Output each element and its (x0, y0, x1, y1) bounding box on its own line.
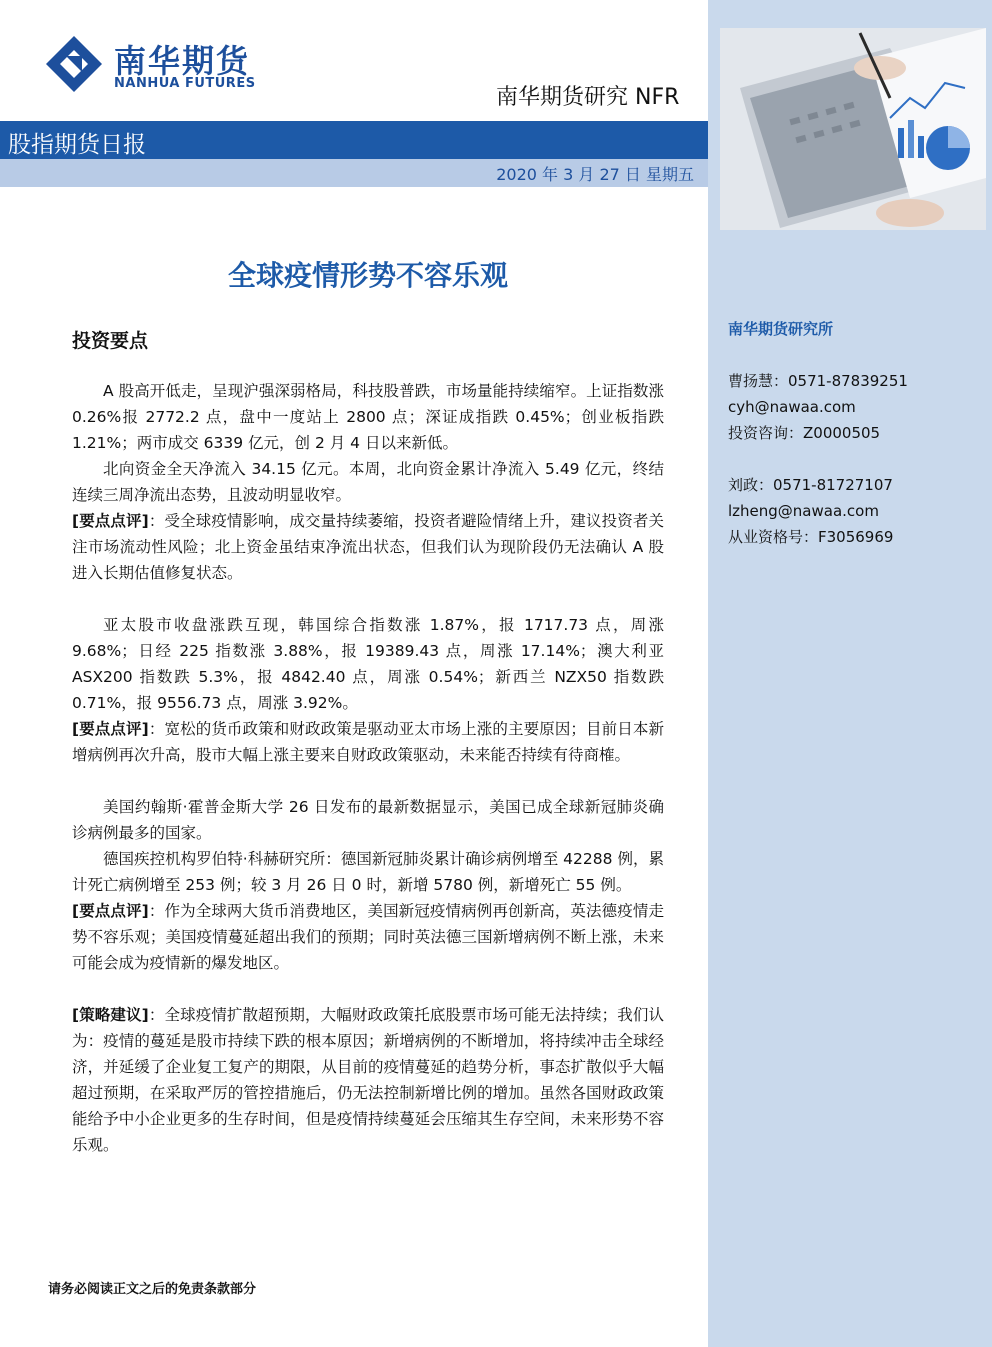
page-title: 全球疫情形势不容乐观 (227, 259, 508, 292)
header-photo (720, 28, 986, 230)
research-label: 南华期货研究 NFR (496, 85, 680, 110)
spacer (72, 586, 664, 612)
paragraph-strategy (72, 1002, 664, 1158)
paragraph-market-summary: A 股高开低走，呈现沪强深弱格局，科技股普跌，市场量能持续缩窄。上证指数涨 0.26%报 2772.2 点，盘中一度站上 2800 点；深证成指跌 0.45%；创业板指跌 1.21%；两市成交 6339 亿元，创 2 月 4 日以来新低。 (72, 382, 664, 452)
analyst-1-phone: 曹扬慧：0571-87839251 (728, 372, 908, 390)
report-body (72, 378, 664, 1158)
paragraph-asia-pacific: 亚太股市收盘涨跌互现，韩国综合指数涨 1.87%，报 1717.73 点，周涨 9.68%；日经 225 指数涨 3.88%，报 19389.43 点，周涨 17.14%；澳大利亚 ASX200 指数跌 5.3%，报 4842.40 点，周涨 0.54%；新西兰 NZX50 指数跌 0.71%，报 9556.73 点，周涨 3.92%。 (72, 616, 664, 712)
comment-tag: [要点点评] (72, 512, 149, 530)
office-photo-illustration (720, 28, 986, 230)
comment-text: ：受全球疫情影响，成交量持续萎缩，投资者避险情绪上升，建议投资者关注市场流动性风险；北上资金虽结束净流出状态，但我们认为现阶段仍无法确认 A 股进入长期估值修复状态。 (72, 512, 664, 582)
strategy-tag: [策略建议] (72, 1006, 149, 1024)
analyst-2-license: 从业资格号：F3056969 (728, 528, 894, 546)
report-date: 2020 年 3 月 27 日 星期五 (496, 165, 694, 184)
comment-tag: [要点点评] (72, 902, 149, 920)
company-logo (42, 32, 292, 102)
comment-text: ：作为全球两大货币消费地区，美国新冠疫情病例再创新高，英法德疫情走势不容乐观；美国疫情蔓延超出我们的预期；同时英法德三国新增病例不断上涨，未来可能会成为疫情新的爆发地区。 (72, 902, 664, 972)
strategy-text: ：全球疫情扩散超预期，大幅财政政策托底股票市场可能无法持续；我们认为：疫情的蔓延是股市持续下跌的根本原因；新增病例的不断增加，将持续冲击全球经济，并延缓了企业复工复产的期限，从目前的疫情蔓延的趋势分析，事态扩散似乎大幅超过预期，在采取严厉的管控措施后，仍无法控制新增比例的增加。虽然各国财政政策能给予中小企业更多的生存时间，但是疫情持续蔓延会压缩其生存空间，未来形势不容乐观。 (72, 1006, 664, 1154)
analyst-2-phone: 刘政：0571-81727107 (728, 476, 893, 494)
paragraph-comment-1 (72, 508, 664, 586)
paragraph-comment-2 (72, 716, 664, 768)
disclaimer-footer: 请务必阅读正文之后的免责条款部分 (48, 1282, 257, 1297)
analyst-2-email[interactable]: lzheng@nawaa.com (728, 502, 879, 520)
paragraph-comment-3 (72, 898, 664, 976)
logo-chinese-name: 南华期货 (114, 42, 251, 80)
section-heading: 投资要点 (72, 330, 149, 352)
paragraph-us-cases: 美国约翰斯·霍普金斯大学 26 日发布的最新数据显示，美国已成全球新冠肺炎确诊病例最多的国家。 (72, 798, 664, 842)
spacer (72, 976, 664, 1002)
analyst-1-license: 投资咨询：Z0000505 (728, 424, 881, 442)
spacer (72, 768, 664, 794)
logo-english-name: NANHUA FUTURES (114, 76, 256, 91)
paragraph-northbound: 北向资金全天净流入 34.15 亿元。本周，北向资金累计净流入 5.49 亿元，终结连续三周净流出态势，且波动明显收窄。 (72, 460, 664, 504)
research-institute: 南华期货研究所 (728, 320, 834, 338)
analyst-1-email[interactable]: cyh@nawaa.com (728, 398, 856, 416)
comment-tag: [要点点评] (72, 720, 149, 738)
paragraph-germany-cases: 德国疾控机构罗伯特·科赫研究所：德国新冠肺炎累计确诊病例增至 42288 例，累计死亡病例增至 253 例；较 3 月 26 日 0 时，新增 5780 例，新增死亡 55 例。 (72, 850, 664, 894)
comment-text: ：宽松的货币政策和财政政策是驱动亚太市场上涨的主要原因；目前日本新增病例再次升高，股市大幅上涨主要来自财政政策驱动，未来能否持续有待商榷。 (72, 720, 664, 764)
report-type: 股指期货日报 (8, 132, 146, 158)
nanhua-logo-icon (42, 32, 106, 96)
